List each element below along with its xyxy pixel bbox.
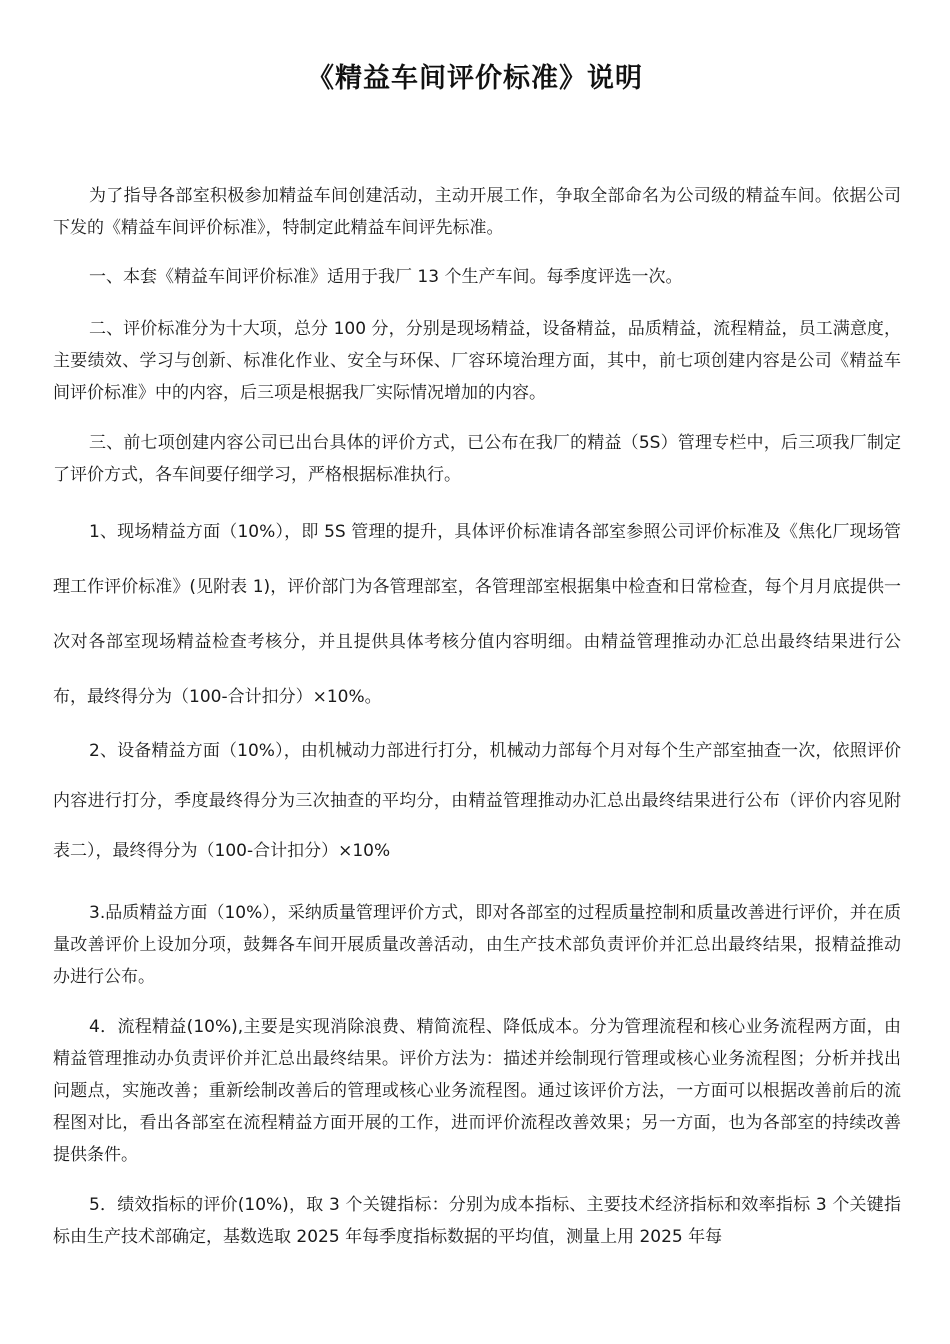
paragraph-section-2: 二、评价标准分为十大项，总分 100 分，分别是现场精益，设备精益，品质精益，流程精益，员工满意度，主要绩效、学习与创新、标准化作业、安全与环保、厂容环境治理方面，其中，前七项创建内容是公司《精益车间评价标准》中的内容，后三项是根据我厂实际情况增加的内容。	[53, 319, 901, 403]
paragraph-item-5: 5．绩效指标的评价(10%)，取 3 个关键指标：分别为成本指标、主要技术经济指标和效率指标 3 个关键指标由生产技术部确定，基数选取 2025 年每季度指标数据的平均值，测量上用 2025 年每	[53, 1195, 901, 1247]
paragraph-intro: 为了指导各部室积极参加精益车间创建活动，主动开展工作，争取全部命名为公司级的精益车间。依据公司下发的《精益车间评价标准》，特制定此精益车间评先标准。	[53, 186, 901, 238]
paragraph-item-2: 2、设备精益方面（10%），由机械动力部进行打分，机械动力部每个月对每个生产部室抽查一次，依照评价内容进行打分，季度最终得分为三次抽查的平均分，由精益管理推动办汇总出最终结果进行公布（评价内容见附表二），最终得分为（100-合计扣分）×10%	[53, 741, 901, 861]
paragraph-section-3: 三、前七项创建内容公司已出台具体的评价方式，已公布在我厂的精益（5S）管理专栏中，后三项我厂制定了评价方式，各车间要仔细学习，严格根据标准执行。	[53, 433, 901, 485]
document-title: 《精益车间评价标准》说明	[307, 63, 643, 94]
paragraph-item-3: 3.品质精益方面（10%），采纳质量管理评价方式，即对各部室的过程质量控制和质量改善进行评价，并在质量改善评价上设加分项，鼓舞各车间开展质量改善活动，由生产技术部负责评价并汇总出最终结果，报精益推动办进行公布。	[53, 903, 901, 987]
paragraph-item-4: 4．流程精益(10%),主要是实现消除浪费、精简流程、降低成本。分为管理流程和核心业务流程两方面，由精益管理推动办负责评价并汇总出最终结果。评价方法为：描述并绘制现行管理或核心业务流程图；分析并找出问题点，实施改善；重新绘制改善后的管理或核心业务流程图。通过该评价方法，一方面可以根据改善前后的流程图对比，看出各部室在流程精益方面开展的工作，进而评价流程改善效果；另一方面，也为各部室的持续改善提供条件。	[53, 1017, 901, 1165]
paragraph-section-1: 一、本套《精益车间评价标准》适用于我厂 13 个生产车间。每季度评选一次。	[89, 267, 683, 287]
paragraph-item-1: 1、现场精益方面（10%），即 5S 管理的提升，具体评价标准请各部室参照公司评价标准及《焦化厂现场管理工作评价标准》(见附表 1)，评价部门为各管理部室，各管理部室根据集中检查和日常检查，每个月月底提供一次对各部室现场精益检查考核分，并且提供具体考核分值内容明细。由精益管理推动办汇总出最终结果进行公布，最终得分为（100-合计扣分）×10%。	[53, 522, 901, 707]
